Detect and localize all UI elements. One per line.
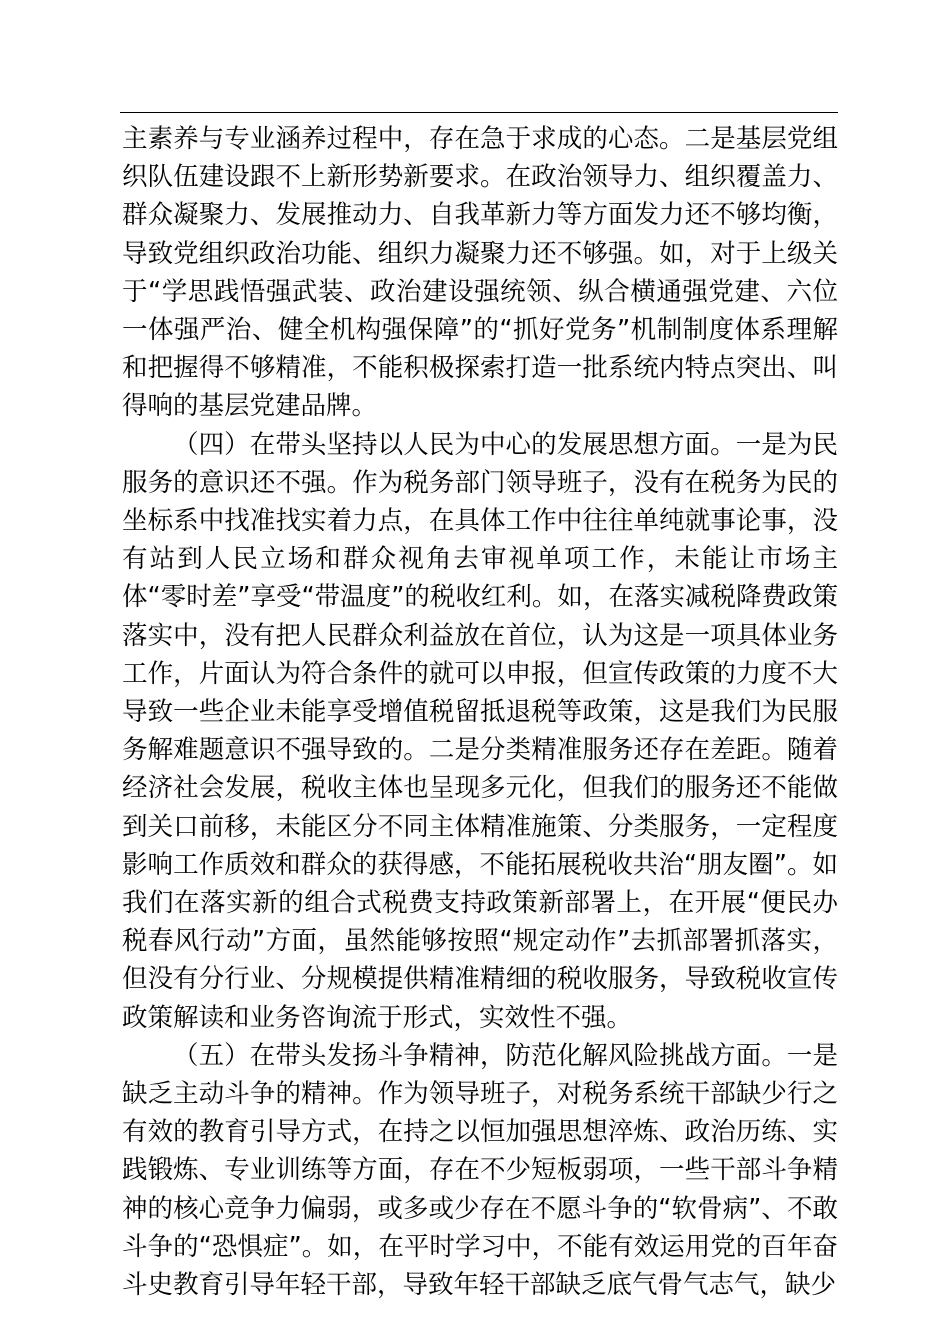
- document-body: [122, 120, 838, 1304]
- header-rule: [120, 112, 838, 113]
- paragraph-section-five: （五）在带头发扬斗争精神，防范化解风险挑战方面。一是缺乏主动斗争的精神。作为领导班子，对税务系统干部缺少行之有效的教育引导方式，在持之以恒加强思想淬炼、政治历练、实践锻炼、专业训练等方面，存在不少短板弱项，一些干部斗争精神的核心竞争力偏弱，或多或少存在不愿斗争的“软骨病”、不敢斗争的“恐惧症”。如，在平时学习中，不能有效运用党的百年奋斗史教育引导年轻干部，导致年轻干部缺乏底气骨气志气，缺少: [122, 1040, 838, 1301]
- paragraph-continuation: 主素养与专业涵养过程中，存在急于求成的心态。二是基层党组织队伍建设跟不上新形势新要求。在政治领导力、组织覆盖力、群众凝聚力、发展推动力、自我革新力等方面发力还不够均衡，导致党组织政治功能、组织力凝聚力还不够强。如，对于上级关于“学思践悟强武装、政治建设强统领、纵合横通强党建、六位一体强严治、健全机构强保障”的“抓好党务”机制制度体系理解和把握得不够精准，不能积极探索打造一批系统内特点突出、叫得响的基层党建品牌。: [122, 124, 838, 422]
- paragraph-section-four: （四）在带头坚持以人民为中心的发展思想方面。一是为民服务的意识还不强。作为税务部门领导班子，没有在税务为民的坐标系中找准找实着力点，在具体工作中往往单纯就事论事，没有站到人民立场和群众视角去审视单项工作，未能让市场主体“零时差”享受“带温度”的税收红利。如，在落实减税降费政策落实中，没有把人民群众利益放在首位，认为这是一项具体业务工作，片面认为符合条件的就可以申报，但宣传政策的力度不大导致一些企业未能享受增值税留抵退税等政策，这是我们为民服务解难题意识不强导致的。二是分类精准服务还存在差距。随着经济社会发展，税收主体也呈现多元化，但我们的服务还不能做到关口前移，未能区分不同主体精准施策、分类服务，一定程度影响工作质效和群众的获得感，不能拓展税收共治“朋友圈”。如我们在落实新的组合式税费支持政策新部署上，在开展“便民办税春风行动”方面，虽然能够按照“规定动作”去抓部署抓落实，但没有分行业、分规模提供精准精细的税收服务，导致税收宣传政策解读和业务咨询流于形式，实效性不强。: [122, 429, 838, 1033]
